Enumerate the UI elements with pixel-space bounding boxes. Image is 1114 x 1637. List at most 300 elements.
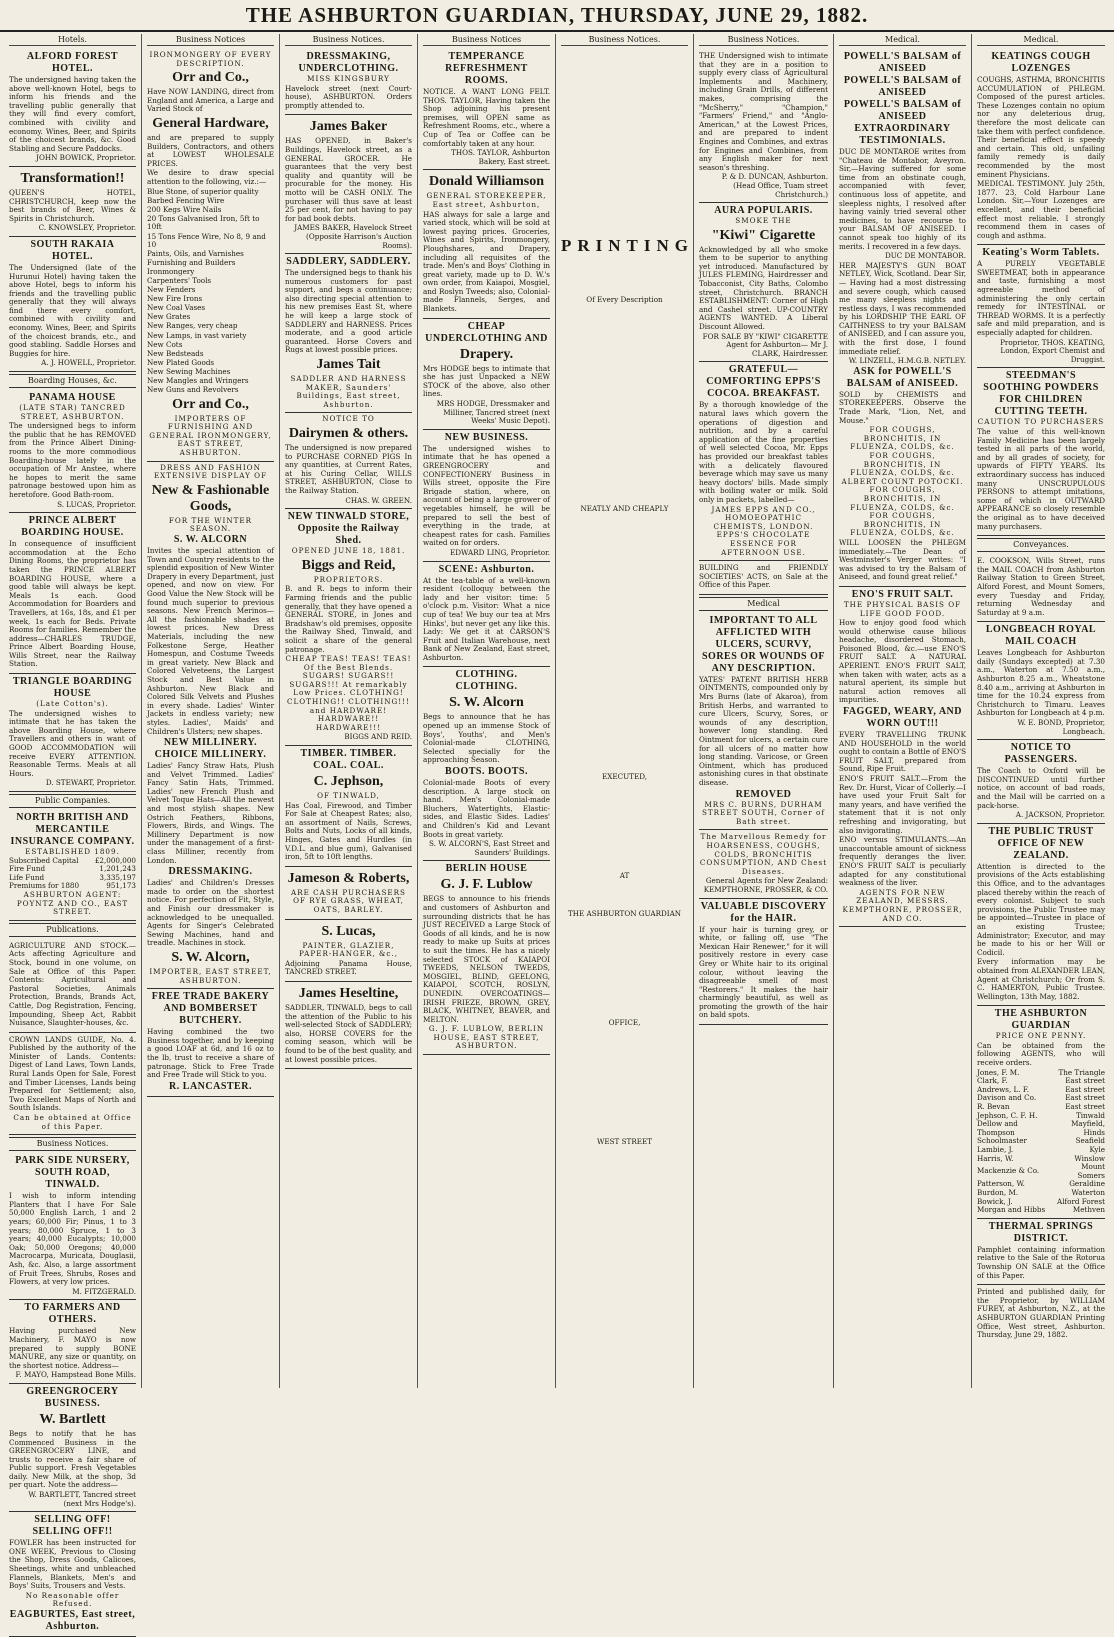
ad-heading: PARK SIDE NURSERY, SOUTH ROAD, TINWALD. — [15, 1155, 130, 1191]
table-cell: 1,201,243 — [99, 864, 136, 874]
ad-name: G. J. F. Lublow — [440, 877, 533, 893]
ad-text: MEDICAL TESTIMONY. July 25th, 1877. 23, Cold Harbour Lane London. Sir,—Your Lozenges are excellent, and their beneficial effect most reliable. I strongly recommend them in cases of cough and asthma. — [977, 179, 1105, 240]
ad-feature: Dairymen & others. — [288, 426, 409, 441]
ad-text: FOR COUGHS, BRONCHITIS, IN FLUENZA, COLDS, &c. — [850, 451, 955, 478]
columns — [4, 34, 1110, 1632]
ad-name: Orr and Co., — [172, 396, 249, 412]
table-cell: Bowick, J. — [977, 1196, 1013, 1206]
ad-name: James Heseltine, — [298, 985, 399, 1001]
ad-heading: GRATEFUL—COMFORTING EPPS'S COCOA. BREAKFAST. — [706, 364, 821, 400]
ad-text: SOLD by CHEMISTS and STOREKEEPERS. Observe the Trade Mark, "Lion, Net, and Mouse." — [839, 389, 966, 425]
ad-keatings-lozenges — [977, 49, 1105, 245]
agents-table — [977, 1069, 1105, 1215]
ad-text: The undersigned wishes to intimate that he has taken the above Boarding House, where Travellers and others in want of GOOD ACCOMMODATION will receive EVERY ATTENTION. Reasonable Terms. Meals at all Hours. — [9, 708, 136, 778]
ad-agriculture-acts — [9, 939, 136, 1033]
ad-footer: No Reasonable offer Refused. — [25, 1590, 120, 1609]
ad-name: S. W. ALCORN — [173, 534, 248, 546]
ad-signature: D. STEWART, Proprietor. — [45, 778, 136, 788]
list-item: New Cots — [147, 339, 183, 349]
ad-text: NOTICE. A WANT LONG FELT. THOS. TAYLOR, Having taken the Shop adjoining his present premises, will OPEN same as Refreshment Rooms, etc., where a Cup of Tea or Coffee can be comfortably taken at any hour. — [423, 87, 550, 148]
ad-text: WEST STREET — [596, 1136, 653, 1146]
ad-feature: Drapery. — [459, 346, 514, 362]
ad-heading: SADDLERY, SADDLERY. — [286, 256, 411, 268]
ad-text: THE ASHBURTON GUARDIAN — [567, 909, 682, 919]
ad-text: A PURELY VEGETABLE SWEETMEAT, both in appearance and taste, furnishing a most agreeable method of administering the only certain remedy for INTESTINAL or THREAD WORMS. It is a perfectly safe and mild preparation, and is especially adapted for children. — [977, 259, 1105, 338]
table-cell: Life Fund — [9, 872, 45, 882]
list-item: Blue Stone, of superior quality — [147, 186, 259, 196]
list-item: New Ranges, very cheap — [147, 321, 238, 331]
ad-text: BUILDING and FRIENDLY SOCIETIES' ACTS, on Sale at the Office of this Paper. — [699, 563, 828, 590]
list-item: New Guns and Revolvers — [147, 385, 239, 395]
table-cell: Jephson, C. F. H. — [977, 1110, 1038, 1120]
masthead — [0, 0, 1114, 32]
table-cell: Kyle — [1089, 1145, 1105, 1154]
table-cell: Schoolmaster — [977, 1136, 1027, 1146]
ad-text: The undersigned begs to thank his numerous customers for past support, and begs a continuance; also directing special attention to his new premises East St, where he will keep a large stock of SADDLERY and HARNESS. Prices moderate, and a good article guaranteed. Horse Covers and Rugs at lowest possible prices. — [285, 268, 412, 355]
ad-signature: BIGGS AND REID. — [344, 732, 412, 742]
column-6 — [694, 34, 834, 1388]
column-4 — [418, 34, 556, 1388]
table-cell: East street — [1065, 1084, 1105, 1094]
ad-public-trust — [977, 824, 1105, 1007]
ad-subheading: SMOKE THE — [735, 216, 792, 226]
ad-text: OFFICE, — [608, 1017, 641, 1027]
ad-text: The undersigned begs to inform the public that he has REMOVED from the Prince Albert Dining-rooms to the more commodious Boarding-house lately in the occupation of Mr Anstee, where he hopes to merit the same patronage bestowed upon him as heretofore. Good Bath-room. — [9, 421, 136, 499]
column-7 — [834, 34, 972, 1388]
ad-berlin-house — [423, 861, 550, 1055]
ad-text: SADDLER, TINWALD, begs to call the attention of the Public to his well-selected Stock of SADDLERY; also, HORSE COVERS for the coming season, which will be found to be of the best quality, and at lowest possible prices. — [285, 1002, 413, 1064]
ad-powells-balsam — [839, 49, 966, 587]
ad-building-societies — [699, 561, 828, 595]
ad-text: We desire to draw special attention to the following, viz.:— — [147, 168, 274, 186]
ad-subheading: (Late Cotton's). — [36, 699, 109, 709]
ad-cookson-coach — [977, 554, 1105, 622]
table-cell: Clark, F. — [977, 1076, 1008, 1086]
ad-text: Begs to announce that he has opened up an immense Stock of Boys', Youths', and Men's Colonial-made CLOTHING, Selected specially for the approaching Season. — [423, 712, 550, 765]
ad-heading: KEATINGS COUGH LOZENGES — [991, 51, 1091, 74]
ad-footer: SADDLER AND HARNESS MAKER, Saunders' Buildings, East street, Ashburton. — [290, 374, 407, 409]
table-cell: Davison and Co. — [977, 1093, 1037, 1103]
column-heading: Business Notices. — [285, 34, 412, 46]
ad-subheading: OPENED JUNE 18, 1881. — [291, 546, 406, 556]
ad-signature: MRS HODGE, Dressmaker and Milliner, Tancred street (next Weeks' Music Depot). — [436, 399, 550, 426]
ad-saddlery — [285, 254, 412, 413]
ad-text: DUC DE MONTAROE writes from "Chateau de Montabor, Aveyron. Sir,—Having suffered for some time from an obstinate cough, accompanied with fever, continuous loss of appetite, and sleepless nights, I resolved after having vainly tried several other medicines, to have recourse to your BALSAM OF ANISEED. I cannot speak too highly of its merits. I recovered in a few days. — [839, 147, 966, 251]
ad-s-lucas — [285, 920, 412, 982]
ad-signature: A. JACKSON, Proprietor. — [1015, 810, 1105, 820]
ad-heseltine — [285, 982, 412, 1069]
table-cell: Patterson, W. — [977, 1179, 1025, 1189]
ad-heading: SOUTH RAKAIA HOTEL. — [30, 238, 115, 262]
ad-signature: DUC DE MONTABOR. — [884, 251, 966, 261]
table-cell: Mayfield, Hinds — [1071, 1119, 1105, 1137]
ad-text: E. COOKSON, Wills Street, runs the MAIL COACH from Ashburton Railway Station to Green Street, Alford Forest, and Mount Somers, every Tuesday and Friday, returning Wednesday and Saturday at 9 a.m. — [977, 556, 1105, 617]
ad-text: At the tea-table of a well-known resident (colloquy between the lady and her visitor: time: 5 o'clock p.m. Visitor: What a nice cup of tea! We buy our tea at Mrs Hinks', but never get any like this. Lady: We get it at CARSON'S Fruit and Italian Warehouse, next Bank of New Zealand, East street, Ashburton. — [423, 575, 550, 662]
ad-queens-hotel — [9, 167, 136, 237]
ad-donald-williamson — [423, 170, 550, 318]
ad-text: Ladies' Fancy Straw Hats, Plush and Velvet Trimmed. Ladies' Fancy Satin Hats, Trimmed. Ladies' new French Plush and Velvet Toque Hats—All the newest and most stylish shapes. New Ostrich Feathers, Ribbons, Flowers, Birds, and Wings. The Millinery Department is now under the management of a first-class Milliner, recently from London. — [147, 761, 274, 865]
ad-text: HER MAJESTY'S GUN BOAT NETLEY, Wick, Scotland. Dear Sir,— Having had a most distressing and severe cough, which caused me many sleepless nights and restless days, I was recommended by his LORDSHIP THE EARL OF CAITHNESS to try your BALSAM of ANISEED, and I can assure you, with the first dose, I found immediate relief. — [839, 260, 966, 356]
ad-text: Has Coal, Firewood, and Timber For Sale at Cheapest Rates; also, an assortment of Nails, Screws, Bolts and Nuts, Locks of all kinds, Hinges, Gates and Hurdles (in V.D.L. and blue gum), Galvanised iron, 5ft to 10ft lengths. — [285, 800, 412, 862]
ad-hair-renewer — [699, 899, 828, 1026]
ad-text: The undersigned wishes to intimate that he has opened a GREENGROCERY and CONFECTIONERY Business in Wills street, opposite the Fire Brigade station, where, on account of being a large grower of vegetables himself, he will be prepared to sell the best of everything in the trade, at cheapest rates for cash. Families waited on for orders. — [423, 443, 550, 548]
list-item: Carpenters' Tools — [147, 275, 212, 285]
ad-name: Orr and Co., — [172, 70, 249, 86]
ad-subheading: (LATE STAR) TANCRED STREET, ASHBURTON. — [19, 403, 126, 421]
ad-signature: JAMES BAKER, Havelock Street (Opposite Harrison's Auction Rooms). — [294, 223, 412, 250]
ad-text: Mrs HODGE begs to intimate that she has just Unpacked a NEW STOCK of the above, also other lines. — [423, 363, 550, 399]
ad-text: HAS OPENED, in Baker's Buildings, Havelock street, as a GENERAL GROCER. He guarantees that the very best quality and quantity will be procurable for the money. His motto will be CASH ONLY. The purchaser will thus save at least 25 per cent, for not having to pay for bad book debts. — [285, 136, 412, 223]
ad-tinwald-store — [285, 509, 412, 746]
ad-signature: S. W. ALCORN'S, East Street and Saunders' Buildings. — [428, 839, 550, 857]
list-item: New Bedsteads — [147, 348, 204, 358]
ad-heading: Transformation!! — [20, 170, 125, 186]
ad-heading: IRONMONGERY OF EVERY DESCRIPTION. — [149, 50, 272, 68]
list-item: New Sewing Machines — [147, 366, 231, 376]
ad-signature: THOS. TAYLOR, Ashburton Bakery, East street. — [451, 148, 550, 166]
ad-name: S. W. Alcorn, — [171, 949, 250, 965]
ad-rakaia-hotel — [9, 237, 136, 372]
ad-text: and are prepared to supply Builders, Contractors, and others at LOWEST WHOLESALE PRICES. — [147, 132, 274, 168]
ad-text: EXECUTED, — [602, 772, 647, 782]
ad-signature: W. LINZELL, H.M.G.B. NETLEY. — [848, 356, 966, 366]
ad-text: Havelock street (next Court-house), ASHBURTON. Orders promptly attended to. — [285, 83, 412, 110]
column-heading: Medical. — [977, 34, 1105, 46]
ad-heading: TIMBER. TIMBER. COAL. COAL. — [300, 748, 397, 772]
ad-name: James Tait — [316, 357, 381, 373]
ad-text: How to enjoy good food which would otherwise cause bilious headache, disordered Stomach, Poisoned Blood, &c.—use ENO'S FRUIT SALT. A NATURAL APERIENT. ENO'S FRUIT SALT, when taken with water, acts as a natural aperient, its simple but natural action removes all impurities. — [839, 618, 966, 705]
ad-heading: CHEAP UNDERCLOTHING AND — [425, 320, 548, 344]
ad-name: MISS KINGSBURY — [307, 74, 390, 83]
ad-yates-ointments — [699, 613, 828, 831]
ad-text: I wish to inform intending Planters that I have For Sale 50,000 English Larch, 1 and 2 years; 60,000 Fir; Pinus, 1 to 3 years; 80,000 Spruce, 1 to 3 years; 40,000 Eucalypts; 10,000 Oak; 50,000 Oregons; 40,000 Macrocarpa, Muricata, Douglasii, Ash, &c. Also, a large assortment of Fruit Trees, Shrubs, Roses and Flowers, at very low prices. — [9, 1191, 136, 1287]
ad-text: Begs to notify that he has Commenced Business in the GREENGROCERY LINE, and trusts to receive a fair share of Public support. Fresh Vegetables daily. New Milk, at the shop, 3d per quart. Note the address— — [9, 1428, 136, 1490]
ad-text: Of Every Description — [586, 295, 663, 304]
ad-timber-coal — [285, 746, 412, 867]
ad-heading: THE ASHBURTON GUARDIAN — [994, 1008, 1088, 1032]
imprint-text: Printed and published daily, for the Proprietor, by WILLIAM FUREY, at Ashburton, N.Z., at the ASHBURTON GUARDIAN Printing Office, West street, Ashburton. Thursday, June 29, 1882. — [977, 1287, 1105, 1340]
imprint — [977, 1285, 1105, 1344]
ad-heading: Keating's Worm Tablets. — [982, 247, 1100, 259]
column-heading: Business Notices — [147, 34, 274, 46]
ad-bonnington-pectoral — [699, 830, 828, 898]
table-cell: Morgan and Hibbs — [977, 1205, 1046, 1215]
ad-heading: TEMPERANCE REFRESHMENT ROOMS. — [445, 51, 528, 86]
ad-signature: A. J. HOWELL, Proprietor. — [41, 358, 136, 368]
ad-text: Colonial-made Boots of every description. A large stock on hand. Men's Colonial-made Bluchers, Watertights, Elastic-sides, and Elastic Sides. Ladies' and Children's Kid and Levant Boots in great variety. — [423, 778, 550, 839]
ad-kingsbury-dressmaking — [285, 49, 412, 115]
ad-text: FOR COUGHS, BRONCHITIS, IN FLUENZA, COLDS, &c. — [850, 425, 955, 452]
ad-heading: NORTH BRITISH AND MERCANTILE INSURANCE COMPANY. — [10, 812, 135, 847]
ad-text: The Coach to Oxford will be DISCONTINUED until further notice, on account of bad roads, and the Mail will be carried on a pack-horse. — [977, 766, 1105, 810]
ad-subheading: NEW MILLINERY. CHOICE MILLINERY. — [154, 737, 267, 761]
ad-subheading: CAUTION TO PURCHASERS — [977, 417, 1105, 427]
table-cell: East street — [1065, 1093, 1105, 1103]
ad-signature: MRS C. BURNS, DURHAM STREET SOUTH, Corner of Bath street. — [701, 799, 826, 826]
ad-longbeach-coach — [977, 622, 1105, 740]
table-cell: Mount Somers — [1077, 1162, 1105, 1180]
list-item: 20 Tons Galvanised Iron, 5ft to 10ft — [147, 213, 260, 232]
ad-prince-albert — [9, 513, 136, 674]
ad-signature: EAGBURTES, East street, Ashburton. — [9, 1609, 136, 1632]
column-heading: Business Notices. — [699, 34, 828, 46]
ad-text: CROWN LANDS GUIDE, No. 4. Published by the authority of the Minister of Lands. Contents: Digest of Land Laws, Town Lands, Rural Lands Open for Sale, Forest and Timber Licenses, Lands being Prepared for Settlement; also, Two Excellent Maps of North and South Islands. — [9, 1034, 136, 1113]
ad-printing — [561, 236, 695, 1146]
ad-subheading: ESTABLISHED 1809. — [25, 847, 120, 856]
ad-signature: JAMES EPPS AND CO., HOMOEOPATHIC CHEMISTS, LONDON. — [711, 504, 816, 531]
ad-text: FOWLER has been instructed for ONE WEEK, Previous to Closing the Shop, Dress Goods, Calicoes, Sheetings, white and unbleached Flannels, Blankets, Men's and Boys' Suits, Trousers and Vests. — [9, 1538, 136, 1591]
ad-heading: STEEDMAN'S SOOTHING POWDERS FOR CHILDREN CUTTING TEETH. — [983, 370, 1099, 418]
table-cell: Methven — [1072, 1205, 1105, 1215]
ad-signature: F. MAYO, Hampstead Bone Mills. — [15, 1370, 136, 1380]
ad-text: Have NOW LANDING, direct from England and America, a Large and Varied Stock of — [147, 87, 274, 114]
ad-text: WILL LOOSEN the PHLEGM immediately.—The Dean of Westminster's Verger writes: "I was advised to try the Balsam of Aniseed, and found great relief." — [839, 537, 966, 582]
ad-selling-off — [9, 1512, 136, 1637]
ad-heading: NEW TINWALD STORE, Opposite the Railway Shed. — [287, 511, 410, 547]
ad-heading: IMPORTANT TO ALL AFFLICTED WITH ULCERS, SCURVY, SORES OR WOUNDS OF ANY DESCRIPTION. — [701, 614, 825, 674]
column-3 — [280, 34, 418, 1388]
list-item: New Lamps, in vast variety — [147, 330, 247, 340]
section-heading: Conveyances. — [977, 538, 1105, 552]
item-list — [147, 188, 274, 395]
list-item: New Grates — [147, 312, 191, 322]
table-cell: Burdon, M. — [977, 1187, 1019, 1197]
ad-heading: ENO'S FRUIT SALT. — [851, 588, 954, 600]
ad-heading: NOTICE TO — [322, 414, 375, 424]
ad-text: Adjoining Panama House, TANCRED STREET. — [285, 958, 412, 977]
ad-text: Can be obtained from the following AGENTS, who will receive orders. — [977, 1040, 1105, 1068]
table-cell: R. Bevan — [977, 1102, 1010, 1112]
section-heading: Publications. — [9, 923, 136, 937]
ad-heading: POWELL'S BALSAM of ANISEED — [843, 75, 962, 98]
ad-duncan-implements — [699, 49, 828, 203]
table-cell: Andrews, L. F. — [977, 1084, 1030, 1094]
ad-signature: R. LANCASTER. — [169, 1080, 252, 1092]
column-heading: Hotels. — [9, 34, 136, 46]
ad-text: B. and R. begs to inform their Farming friends and the public generally, that they have opened a GENERAL STORE, in Jones and Bradshaw's old premises, opposite the Railway Shed, Tinwald, and solicit a share of the general patronage. — [285, 584, 412, 654]
ad-heading: FREE TRADE BAKERY AND BOMBERSET BUTCHERY. — [151, 991, 270, 1027]
ad-text: Attention is directed to the provisions of the Acts establishing this Office, and to the advantages placed thereby within the reach of every colonist. Subject to such provisions, the Public Trustee may be appointed—Trustee in place of an existing Trustee; Administrator; Executor, and may be made to his or her Will or Codicil. — [977, 861, 1105, 957]
ad-signature: G. J. F. LUBLOW, BERLIN HOUSE, EAST STREET, ASHBURTON. — [428, 1024, 545, 1051]
ad-text: Having combined the two Business together, and by keeping a good LOAF at 6d, and 16 oz to the lb, trust to receive a share of patronage. Stick to Free Trade and Free Trade will Stick to you. — [147, 1027, 274, 1080]
ad-footer: Can be obtained at Office of this Paper. — [13, 1113, 132, 1131]
ad-text: If your hair is turning grey, or white, or falling off, use "The Mexican Hair Renewer," for it will positively restore in every case Grey or White hair to its original colour, without leaving the disagreeable smell of most "Restorers." It makes the hair charmingly beautiful, as well as promoting the growth of the hair on bald spots. — [699, 924, 828, 1020]
ad-signature: Proprietor, THOS. KEATING, London, Export Chemist and Druggist. — [1000, 337, 1105, 364]
table-cell: £2,000,000 — [94, 855, 136, 865]
ad-heading: DRESS AND FASHION EXTENSIVE DISPLAY OF — [153, 462, 268, 481]
ad-heading: TO FARMERS AND OTHERS. — [24, 1302, 121, 1326]
ad-text: FOR COUGHS, BRONCHITIS, IN FLUENZA, COLDS, &c. — [850, 511, 955, 538]
ad-signature: General Agents for New Zealand: KEMPTHORNE, PROSSER, & CO. — [703, 876, 828, 894]
ad-name: Jameson & Roberts, — [287, 870, 410, 886]
table-cell: Tinwald — [1075, 1110, 1105, 1120]
table-cell: East street — [1065, 1076, 1105, 1086]
ad-jameson-roberts — [285, 867, 412, 920]
ad-name: Biggs and Reid, — [301, 557, 396, 573]
ad-epps-cocoa — [699, 362, 828, 561]
ad-greengrocery — [9, 1384, 136, 1512]
table-cell: Geraldine — [1069, 1179, 1105, 1189]
list-item: New Fire Irons — [147, 294, 203, 304]
ad-text: YATES' PATENT BRITISH HERB OINTMENTS, compounded only by Mrs Burns (late of Akaroa), from British Herbs, and warranted to cure Ulcers, Scurvy, Sores, or wounds of any description, however long standing. Red Ointment for ulcers, a certain cure for all ulcers of no matter how long standing. Varicose, or Green Ointment, which has produced astonishing cures in that obstinate disease. — [699, 674, 828, 787]
ad-orr-ironmongery — [147, 49, 274, 462]
column-heading: Business Notices — [423, 34, 550, 46]
ad-text: HAS always for sale a large and varied stock, which will be sold at lowest paying prices. Groceries, Wines and Spirits, Ironmongery, Ploughshares, and Drapery, including all requisites of the trade. Men's and Boys' Clothing in great variety, made up to D. W.'s own order, from Kaiapoi, Mosgiel, and Roslyn Tweeds; also, Colonial-made Flannels, Serges, and Blankets. — [423, 209, 550, 314]
ad-signature: C. KNOWSLEY, Proprietor. — [38, 223, 136, 233]
ad-dairymen — [285, 413, 412, 509]
ad-subheading: OF TINWALD, — [317, 791, 380, 801]
table-cell: Alford Forest — [1057, 1196, 1105, 1206]
ad-text: EVERY TRAVELLING TRUNK AND HOUSEHOLD in the world ought to contain a Bottle of ENO'S FRUIT SALT, prepared from Sound, Ripe Fruit. — [839, 730, 966, 774]
ad-signature: W. BARTLETT, Tancred street (next Mrs Hodge's). — [28, 1490, 136, 1508]
list-item: New Plated Goods — [147, 357, 215, 367]
ad-heading: NEW BUSINESS. — [444, 431, 529, 443]
ad-text: Every information may be obtained from ALEXANDER LEAN, Agent at Christchurch; Or from S. C. HAMERTON, Public Trustee. Wellington, 13th May, 1882. — [977, 957, 1105, 1001]
ad-heading: POWELL'S BALSAM of ANISEED — [843, 51, 962, 74]
ad-panama-house — [9, 390, 136, 513]
ad-enos-fruit-salt — [839, 587, 966, 927]
ad-alcorn-clothing — [423, 667, 550, 861]
ad-text: The value of this well-known Family Medicine has been largely tested in all parts of the world, and by all grades of society, for upwards of FIFTY YEARS. Its extraordinary success has induced many UNSCRUPULOUS PERSONS to attempt imitations, some of which in OUTWARD APPEARANCE so closely resemble the original as to have deceived many purchasers. — [977, 427, 1105, 531]
column-heading: Medical. — [839, 34, 966, 46]
ad-new-business — [423, 430, 550, 562]
ad-name: James Baker — [309, 119, 388, 135]
table-cell: Lambie, J. — [977, 1145, 1014, 1154]
ad-signature: S. LUCAS, Proprietor. — [57, 499, 136, 509]
ad-text: ENO'S FRUIT SALT.—From the Rev. Dr. Hurst, Vicar of Collerly.—I have used your Fruit Salt for many years, and have verified the statement that it is not only refreshing and invigorating, but also invigorating. — [839, 774, 966, 835]
ad-text: Pamphlet containing information relative to the Sale of the Rotorua Township ON SALE at the Office of this Paper. — [977, 1244, 1105, 1280]
ad-james-baker — [285, 115, 412, 254]
table-cell: Harris, W. — [977, 1153, 1014, 1163]
ad-dress-fashion — [147, 462, 274, 990]
ad-text: THE Undersigned wish to intimate that they are in a position to supply every class of Agricultural Implements and Machinery, including Grain Drills, of different makes, comprising the "McSherry," "Champion," "Farmers' Friend," and "Anglo-American," at the Lowest Prices, and are prepared to indent Engines and Combines, and extras for Engines and Combines, from any English maker for next season's threshing. — [699, 51, 828, 172]
ad-signature: W. E. BOND, Proprietor, Longbeach. — [1017, 718, 1105, 736]
ad-text: The Marvellous Remedy for HOARSENESS, COUGHS, COLDS, BRONCHITIS CONSUMPTION, AND Chest Diseases. — [699, 832, 828, 876]
ad-scene-ashburton — [423, 562, 550, 668]
ad-temperance-rooms — [423, 49, 550, 170]
ad-heading: PRINTING — [561, 236, 695, 255]
ad-signature: ALBERT COUNT POTOCKI. — [841, 476, 964, 486]
list-item: Paints, Oils, and Varnishes — [147, 249, 244, 259]
ad-text: QUEEN'S HOTEL, CHRISTCHURCH, keep now the best brands of Beer, Wines & Spirits in Christchurch. — [9, 187, 136, 223]
ad-heading: DRESSMAKING, UNDERCLOTHING. — [298, 51, 399, 74]
ad-text: In consequence of insufficient accommodation at the Echo Dining Rooms, the proprietor has taken the PRINCE ALBERT BOARDING HOUSE, where a good table will always be kept. Meals 1s each. Good Accommodation for Boarders and Travellers, at 16s, 18s, and £1 per week, 1s each for Beds. Private Rooms for families. Remember the address—CHARLES TRUDGE, Prince Albert Boarding House, Wills Street, near the Railway Station. — [9, 539, 136, 669]
list-item: 200 Kegs Wire Nails — [147, 204, 222, 214]
table-cell: The Triangle — [1058, 1067, 1105, 1077]
section-heading: Medical — [699, 597, 828, 611]
ad-subheading: DRESSMAKING. — [168, 866, 253, 878]
table-cell: Jones, F. M. — [977, 1067, 1020, 1077]
ad-text: The Undersigned (late of the Hurunui Hotel) having taken the above Hotel, begs to inform his friends and the travelling public generally that they will always find there every comfort, combined with civility and economy. Wines, Beer, and Spirits of the choicest brands, etc., and good stabling. Saddle Horses and Buggies for hire. — [9, 262, 136, 358]
table-row — [977, 1163, 1105, 1180]
ad-heading: TRIANGLE BOARDING HOUSE — [12, 676, 133, 700]
ad-heading: ALFORD FOREST HOTEL. — [26, 51, 119, 74]
table-cell: Premiums for 1880 — [9, 881, 80, 891]
column-8 — [972, 34, 1110, 1388]
ad-subheading: BOOTS. BOOTS. — [445, 766, 528, 778]
table-cell: East street — [1065, 1102, 1105, 1112]
ad-text: COUGHS, ASTHMA, BRONCHITIS ACCUMULATION of PHLEGM. Composed of the purest articles. These Lozenges contain no opium nor any deleterious drug, therefore the most delicate can take them with perfect confidence. Their beneficial effect is speedy and certain. This old, unfailing family remedy is daily recommended by the most eminent Physicians. — [977, 75, 1105, 179]
ad-text: BEGS to announce to his friends and customers of Ashburton and surrounding districts that he has JUST RECEIVED a Large Stock of Goods of all kinds, and he is now ready to make up Suits at prices to suit the times. He has a nicely selected STOCK of KAIAPOI TWEEDS, NELSON TWEEDS, MOSGIEL, BLIND, GEELONG, KAIAPOI, SCOTCH, ROSLYN, DUNEDIN. OVERCOATINGS—IRISH FRIEZE, BROWN, GREY, BLACK, WHITNEY, BEAVER, and MELTON. — [423, 894, 550, 1024]
ad-crown-lands — [9, 1033, 136, 1136]
ad-text: Acknowledged by all who smoke them to be superior to anything yet introduced. Manufactured by JULES FLEMING, Hairdresser and Tobacconist, City Baths, Colombo street, Christchurch. BRANCH ESTABLISHMENT: Corner of High and Cashel street. UP-COUNTRY AGENTS WANTED. A Liberal Discount Allowed. — [699, 244, 828, 332]
ad-heading: THERMAL SPRINGS DISTRICT. — [988, 1220, 1094, 1244]
ad-heading: AURA POPULARIS. — [714, 205, 813, 217]
ad-heading: GREENGROCERY BUSINESS. — [26, 1385, 119, 1409]
ad-footer: EPPS'S CHOCOLATE ESSENCE FOR AFTERNOON USE. — [716, 530, 811, 557]
list-item: New Mangles and Wringers — [147, 376, 249, 385]
ad-heading: PRINCE ALBERT BOARDING HOUSE. — [21, 515, 124, 539]
list-item: New Coal Vases — [147, 303, 206, 313]
ad-triangle-boarding — [9, 674, 136, 792]
ad-subheading: PROPRIETORS. — [313, 574, 384, 584]
ad-text: The undersigned having taken the above well-known Hotel, begs to inform his friends and the travelling public generally that they will find every comfort, combined with civility and economy. Wines, Beer, and Spirits of the choicest brands, &c. Good Stabling and Secure Paddocks. — [9, 75, 136, 153]
ad-free-trade-bakery — [147, 989, 274, 1097]
ad-text: Ladies' and Children's Dresses made to order on the shortest notice. For perfection of Fit, Style, and Finish our dressmaker is acknowledged to be unequalled. Agents for Singer's Celebrated Sewing Machines, hand and treadle. Machines in stock. — [147, 878, 274, 948]
ad-heading: LONGBEACH ROYAL MAIL COACH — [985, 624, 1097, 648]
ad-alford-hotel — [9, 49, 136, 167]
ad-name: W. Bartlett — [39, 1411, 106, 1427]
ad-feature: "Kiwi" Cigarette — [711, 227, 816, 243]
ad-text: Having purchased New Machinery, F. MAYO is now prepared to supply BONE MANURE, any size or quantity, on the shortest notice. Address— — [9, 1326, 136, 1370]
column-2 — [142, 34, 280, 1388]
ad-signature: JOHN BOWICK, Proprietor. — [36, 153, 136, 163]
ad-feature: New & Fashionable Goods, — [151, 482, 270, 514]
ad-signature: CHAS. W. GREEN. — [345, 495, 412, 505]
ad-text: AGRICULTURE AND STOCK.—Acts affecting Agriculture and Stock, bound in one volume, on Sale at Office of this Paper. Contents: Agricultural and Pastoral Societies, Animals Protection, Brands, Brands Act, Cattle, Dog Registration, Fencing, Impounding, Sheep Act, Rabbit Nuisance, Slaughter-houses, &c. — [9, 940, 136, 1028]
ad-heading: SCENE: Ashburton. — [438, 563, 535, 575]
ad-heading: POWELL'S BALSAM of ANISEED — [843, 99, 962, 122]
ad-feature: General Hardware, — [152, 115, 269, 131]
section-heading: Business Notices. — [9, 1137, 136, 1151]
ad-hodge-drapery — [423, 319, 550, 430]
table-cell: Winslow — [1074, 1153, 1105, 1163]
table-cell: Fire Fund — [9, 864, 46, 874]
ad-subheading: THE PHYSICAL BASIS OF LIFE GOOD FOOD. — [843, 599, 962, 618]
ad-heading: PANAMA HOUSE — [29, 392, 116, 404]
ad-north-british — [9, 810, 136, 921]
table-cell: Mackenzie & Co. — [977, 1166, 1040, 1176]
table-cell: 951,173 — [106, 881, 136, 891]
table-cell: Dellow and Thompson — [977, 1119, 1018, 1137]
section-heading: Public Companies. — [9, 794, 136, 808]
ad-thermal-springs — [977, 1219, 1105, 1285]
ad-kiwi-cigarette — [699, 203, 828, 362]
column-1 — [4, 34, 142, 1632]
table-cell: Subscribed Capital — [9, 855, 79, 865]
ad-signature: EDWARD LING, Proprietor. — [450, 547, 550, 557]
list-item: New Fenders — [147, 285, 196, 295]
ad-notice-passengers — [977, 740, 1105, 824]
ad-signature: M. FITZGERALD. — [72, 1286, 136, 1296]
ad-text: ARE CASH PURCHASERS OF RYE GRASS, WHEAT, OATS, BARLEY. — [291, 887, 406, 914]
ad-text: Invites the special attention of Town and Country residents to the splendid exposition of New Winter Drapery in every Department, just opened, and now on view. For Good Value the New Stock will be found much superior to previous seasons. New French Merinos—All the fashionable shades at lowest prices. New Dress Materials, including the new Folkestone Serge, Heather Homespun, and Costume Tweeds in great variety. New Black and Colored Velveteens, the Largest Stock and Best Value in Ashburton. New Black and Colored Silk Velvets and Plushes in every shade. Ladies' Winter Jackets in endless variety; new styles. Ladies', Maids' and Children's Ulsters; new shapes. — [147, 546, 274, 736]
table-row — [977, 1120, 1105, 1137]
section-heading: Boarding Houses, &c. — [9, 374, 136, 388]
ad-heading: CLOTHING. CLOTHING. — [455, 669, 518, 693]
ad-text: CHEAP TEAS! TEAS! TEAS! Of the Best Blends. SUGARS! SUGARS!! SUGARS!!! At remarkably Low Prices. CLOTHING! CLOTHING!! CLOTHING!!! and HARDWARE! HARDWARE!! HARDWARE!!! — [285, 654, 412, 732]
ad-heading: SELLING OFF! SELLING OFF!! — [32, 1514, 113, 1538]
ad-subheading: FAGGED, WEARY, AND WORN OUT!!! — [842, 706, 963, 730]
list-item: Barbed Fencing Wire — [147, 195, 225, 205]
ad-guardian-agents — [977, 1006, 1105, 1218]
column-5 — [556, 34, 694, 1388]
list-item: 15 Tons Fence Wire, No 8, 9 and 10 — [147, 231, 266, 250]
ad-text: NEATLY AND CHEAPLY — [580, 503, 669, 513]
ad-text: FOR COUGHS, BRONCHITIS, IN FLUENZA, COLDS, &c. — [850, 485, 955, 512]
ad-heading: THE PUBLIC TRUST OFFICE OF NEW ZEALAND. — [988, 825, 1094, 861]
ad-name: S. Lucas, — [321, 923, 376, 939]
